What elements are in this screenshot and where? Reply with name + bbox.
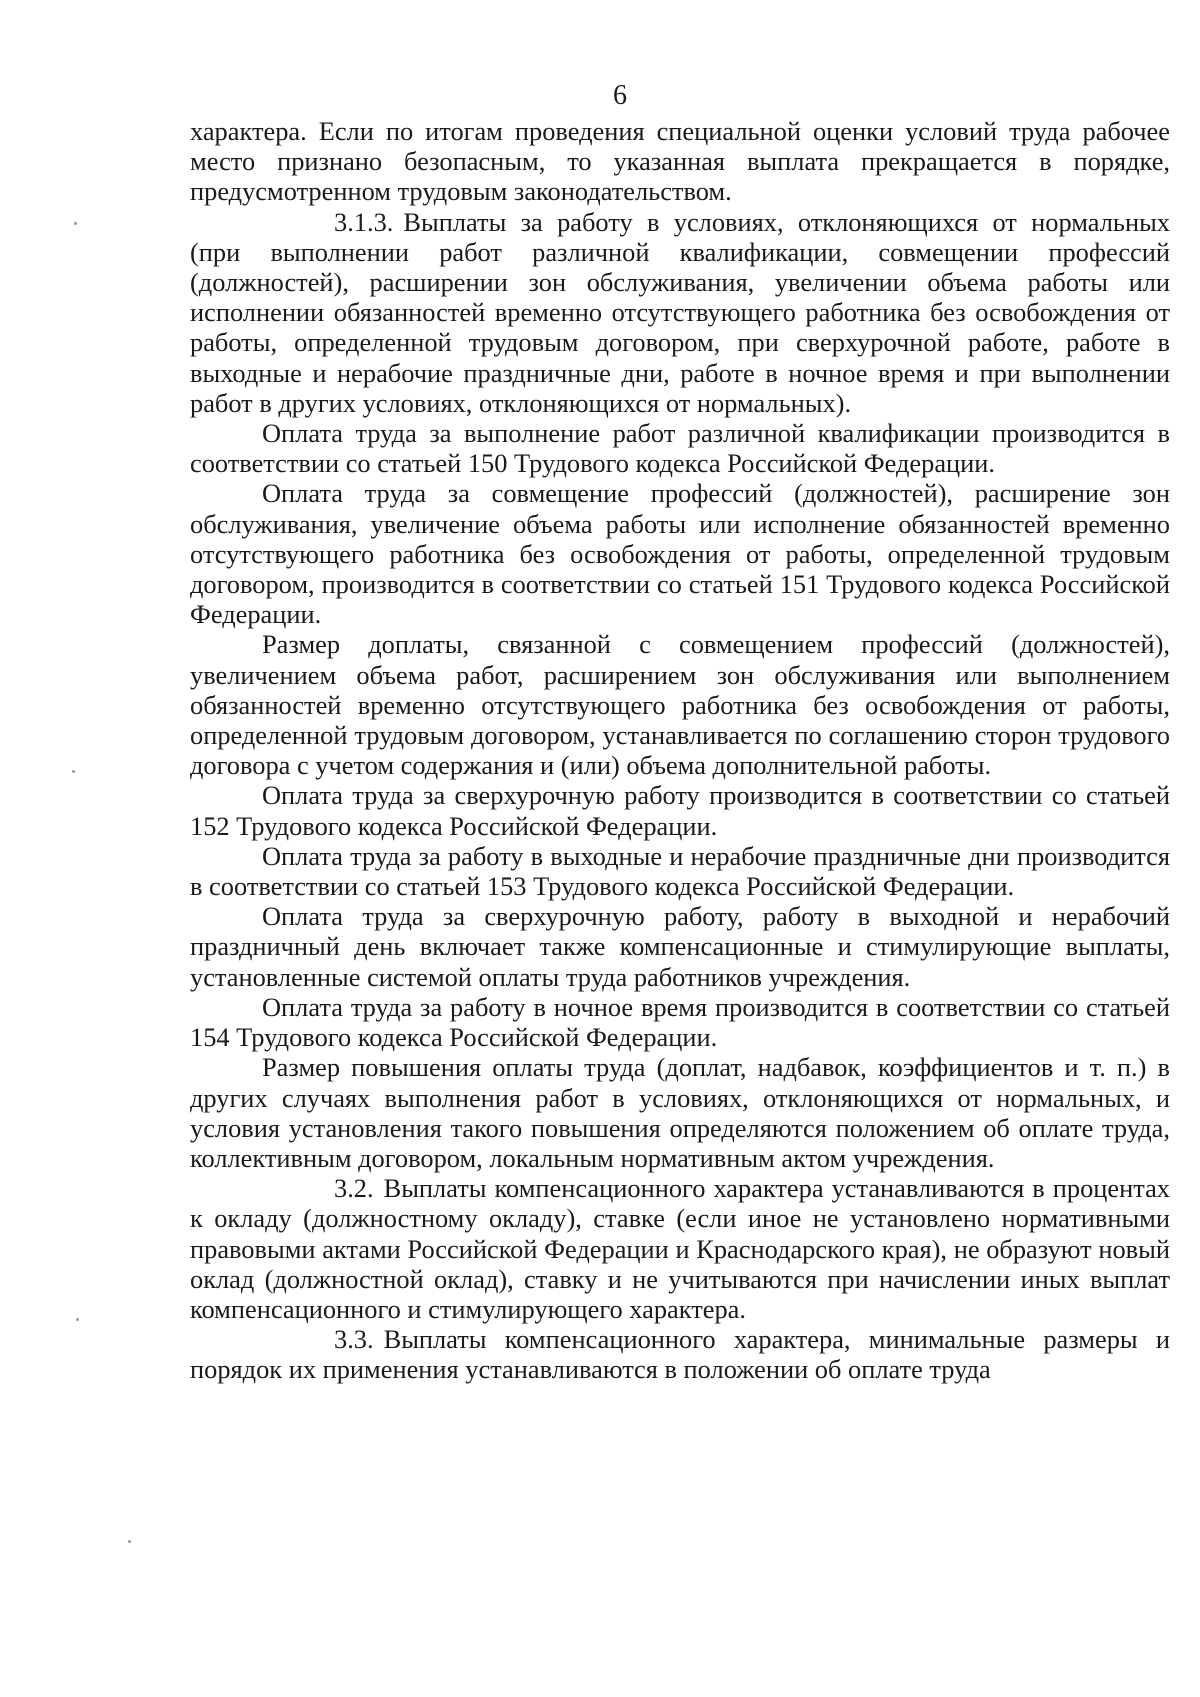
section-number: 3.3. — [334, 1324, 374, 1355]
document-body — [190, 116, 1170, 1385]
paragraph-3-3 — [190, 1324, 1170, 1384]
scan-speck — [128, 1540, 131, 1543]
paragraph-text: Выплаты компенсационного характера, минимальные размеры и порядок их применения устанавливаются в положении об оплате труда — [190, 1324, 1170, 1385]
scan-speck — [72, 770, 75, 773]
section-number: 3.1.3. — [334, 206, 394, 237]
paragraph-3-2 — [190, 1173, 1170, 1324]
paragraph-text: Размер доплаты, связанной с совмещением профессий (должностей), увеличением объема работ, расширением зон обслуживания или выполнением обязанностей временно отсутствующего работника без освобождения от работы, определенной трудовым договором, устанавливается по соглашению сторон трудового договора с учетом содержания и (или) объема дополнительной работы. — [190, 629, 1170, 781]
paragraph — [190, 841, 1170, 901]
paragraph-text: Оплата труда за работу в ночное время производится в соответствии со статьей 154 Трудового кодекса Российской Федерации. — [190, 991, 1170, 1053]
paragraph — [190, 418, 1170, 478]
paragraph-text: Оплата труда за работу в выходные и нерабочие праздничные дни производится в соответствии со статьей 153 Трудового кодекса Российской Федерации. — [190, 840, 1170, 902]
paragraph-text: Выплаты компенсационного характера устанавливаются в процентах к окладу (должностному окладу), ставке (если иное не установлено нормативными правовыми актами Российской Федерации и Краснодарского края), не образуют новый оклад (должностной оклад), ставку и не учитываются при начислении иных выплат компенсационного и стимулирующего характера. — [190, 1173, 1170, 1324]
scan-speck — [74, 222, 77, 225]
paragraph — [190, 116, 1170, 207]
paragraph — [190, 780, 1170, 840]
paragraph-text: Оплата труда за совмещение профессий (должностей), расширение зон обслуживания, увеличение объема работы или исполнение обязанностей временно отсутствующего работника без освобождения от работы, определенной трудовым договором, производится в соответствии со статьей 151 Трудового кодекса Российской Федерации. — [190, 478, 1170, 630]
paragraph — [190, 478, 1170, 629]
paragraph — [190, 901, 1170, 992]
paragraph-text: характера. Если по итогам проведения специальной оценки условий труда рабочее место признано безопасным, то указанная выплата прекращается в порядке, предусмотренном трудовым законодательством. — [190, 116, 1170, 207]
paragraph-text: Размер повышения оплаты труда (доплат, надбавок, коэффициентов и т. п.) в других случаях выполнения работ в условиях, отклоняющихся от нормальных, и условия установления такого повышения определяются положением об оплате труда, коллективным договором, локальным нормативным актом учреждения. — [190, 1052, 1170, 1173]
paragraph-text: Оплата труда за выполнение работ различной квалификации производится в соответствии со статьей 150 Трудового кодекса Российской Федерации. — [190, 418, 1170, 479]
paragraph — [190, 1052, 1170, 1173]
section-number: 3.2. — [334, 1173, 374, 1204]
paragraph-3-1-3 — [190, 207, 1170, 418]
paragraph-text: Оплата труда за сверхурочную работу производится в соответствии со статьей 152 Трудового кодекса Российской Федерации. — [190, 780, 1170, 841]
paragraph-text: Оплата труда за сверхурочную работу, работу в выходной и нерабочий праздничный день включает также компенсационные и стимулирующие выплаты, установленные системой оплаты труда работников учреждения. — [190, 901, 1170, 992]
page-number: 6 — [613, 80, 627, 111]
paragraph — [190, 629, 1170, 780]
scan-speck — [76, 1318, 79, 1321]
paragraph-text: Выплаты за работу в условиях, отклоняющихся от нормальных (при выполнении работ различной квалификации, совмещении профессий (должностей), расширении зон обслуживания, увеличении объема работы или исполнении обязанностей временно отсутствующего работника без освобождения от работы, определенной трудовым договором, при сверхурочной работе, работе в выходные и нерабочие праздничные дни, работе в ночное время и при выполнении работ в других условиях, отклоняющихся от нормальных). — [190, 206, 1170, 418]
paragraph — [190, 992, 1170, 1052]
